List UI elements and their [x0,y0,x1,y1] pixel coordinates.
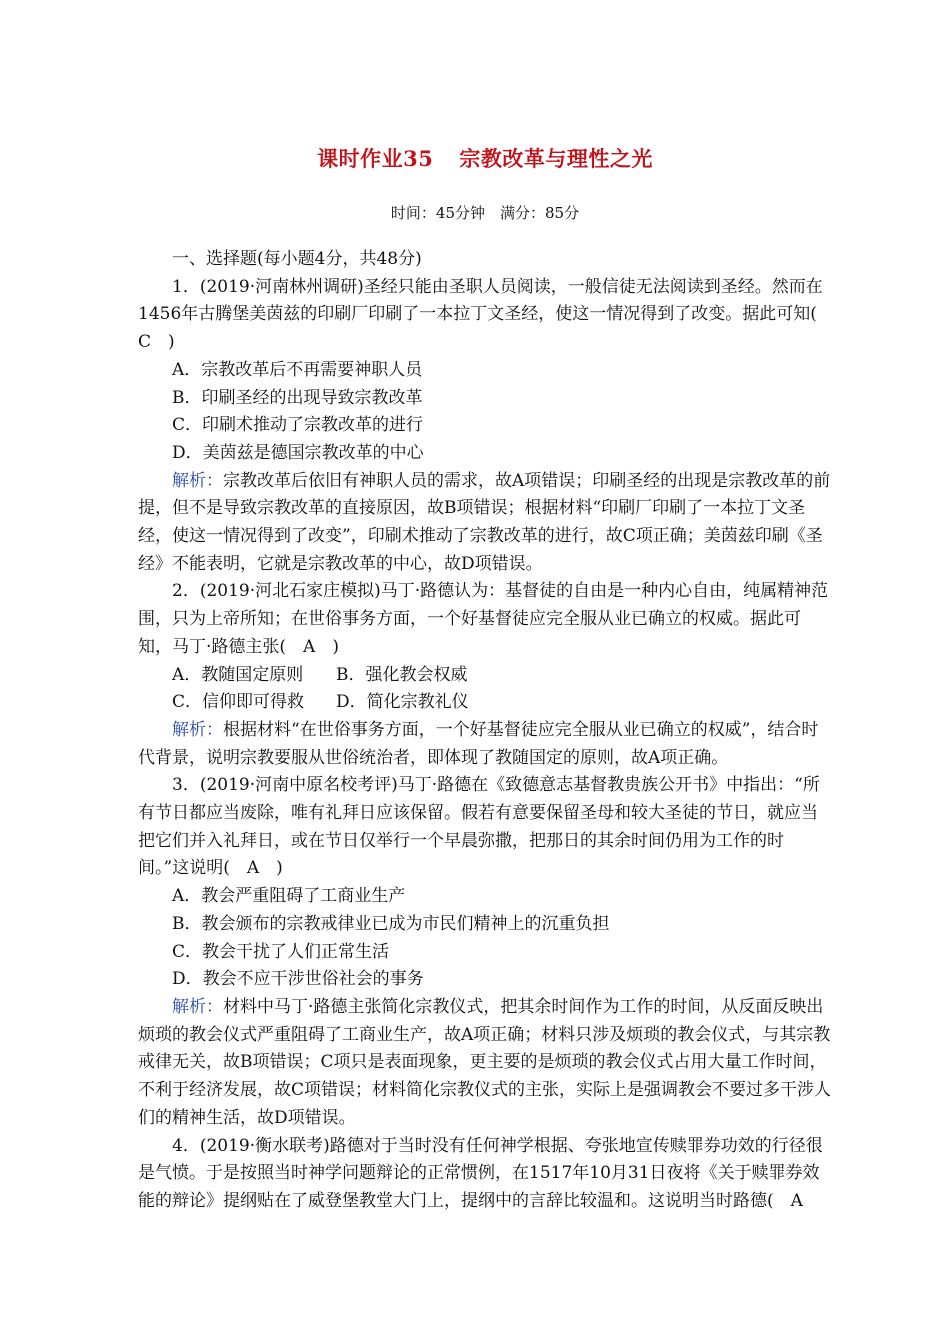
question-2-options-row-1 [138,662,832,690]
title-sub: 宗教改革与理性之光 [459,146,653,171]
question-2-analysis [138,717,832,772]
question-1-analysis [138,468,832,579]
time-score-info: 时间：45分钟 满分：85分 [390,204,580,222]
question-2-option-c: C．信仰即可得救 [172,692,305,713]
page-title [138,0,832,173]
section-choice [138,246,832,1216]
analysis-label: 解析： [172,996,223,1017]
section-heading: 一、选择题(每小题4分，共48分) [172,249,422,269]
question-3-option-b: B．教会颁布的宗教戒律业已成为市民们精神上的沉重负担 [172,913,610,934]
question-4-stem: 4．(2019·衡水联考)路德对于当时没有任何神学根据、夸张地宣传赎罪券功效的行径很是气愤。于是按照当时神学问题辩论的正常惯例，在1517年10月31日夜将《关于赎罪券效能的辩论》提纲贴在了威登堡教堂大门上，提纲中的言辞比较温和。这说明当时路德( A [138,1135,823,1211]
question-1-option-c: C．印刷术推动了宗教改革的进行 [172,415,424,436]
question-2-analysis-text: 根据材料“在世俗事务方面，一个好基督徒应完全服从业已确立的权威”，结合时代背景，说明宗教要服从世俗统治者，即体现了教随国定的原则，故A项正确。 [138,719,819,768]
question-3-stem: 3．(2019·河南中原名校考评)马丁·路德在《致德意志基督教贵族公开书》中指出：“所有节日都应当废除，唯有礼拜日应该保留。假若有意要保留圣母和较大圣徒的节日，就应当把它们并入礼拜日，或在节日仅举行一个早晨弥撒，把那日的其余时间仍用为工作的时间。”这说明( A ) [138,775,820,879]
question-3-option-d: D．教会不应干涉世俗社会的事务 [172,969,424,990]
question-2-options-row-2 [138,689,832,717]
question-3-analysis-text: 材料中马丁·路德主张简化宗教仪式，把其余时间作为工作的时间，从反面反映出烦琐的教会仪式严重阻碍了工商业生产，故A项正确；材料只涉及烦琐的教会仪式，与其宗教戒律无关，故B项错误；C项只是表面现象，更主要的是烦琐的教会仪式占用大量工作时间，不利于经济发展，故C项错误；材料简化宗教仪式的主张，实际上是强调教会不要过多干涉人们的精神生活，故D项错误。 [138,996,832,1128]
question-1-option-b: B．印刷圣经的出现导致宗教改革 [172,387,423,408]
question-2-option-d: D．简化宗教礼仪 [336,692,469,713]
question-3-analysis [138,994,832,1133]
question-1-analysis-text: 宗教改革后依旧有神职人员的需求，故A项错误；印刷圣经的出现是宗教改革的前提，但不是导致宗教改革的直接原因，故B项错误；根据材料“印刷厂印刷了一本拉丁文圣经，使这一情况得到了改变”，印刷术推动了宗教改革的进行，故C项正确；美茵兹印刷《圣经》不能表明，它就是宗教改革的中心，故D项错误。 [138,470,831,574]
question-1-option-d: D．美茵兹是德国宗教改革的中心 [172,442,424,463]
question-2-option-b: B．强化教会权威 [336,664,468,685]
analysis-label: 解析： [172,470,223,491]
analysis-label: 解析： [172,719,223,740]
question-1-option-a: A．宗教改革后不再需要神职人员 [172,359,423,380]
question-3-option-c: C．教会干扰了人们正常生活 [172,941,390,962]
question-2-option-a: A．教随国定原则 [172,664,304,685]
question-2-stem: 2．(2019·河北石家庄模拟)马丁·路德认为：基督徒的自由是一种内心自由，纯属精神范围，只为上帝所知；在世俗事务方面，一个好基督徒应完全服从业已确立的权威。据此可知，马丁·路德主张( A ) [138,581,829,657]
title-main: 课时作业35 [317,146,434,171]
question-3-option-a: A．教会严重阻碍了工商业生产 [172,886,406,907]
question-1-stem: 1．(2019·河南林州调研)圣经只能由圣职人员阅读，一般信徒无法阅读到圣经。然而在1456年古腾堡美茵兹的印刷厂印刷了一本拉丁文圣经，使这一情况得到了改变。据此可知( C ) [138,276,834,353]
